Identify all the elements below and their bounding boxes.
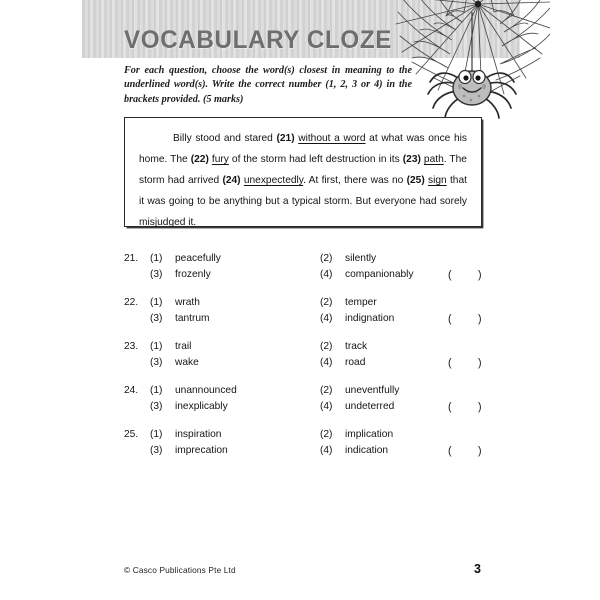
answer-bracket-open: ( — [448, 357, 452, 369]
option-label[interactable]: inexplicably — [175, 401, 228, 412]
option-key[interactable]: (3) — [150, 401, 163, 412]
question-row — [124, 251, 496, 267]
option-label[interactable]: tantrum — [175, 313, 210, 324]
option-label[interactable]: frozenly — [175, 269, 211, 280]
question-row — [124, 399, 496, 415]
option-label[interactable]: wake — [175, 357, 199, 368]
question-row — [124, 427, 496, 443]
option-label[interactable]: silently — [345, 253, 377, 264]
passage-blank-number: (22) — [190, 153, 209, 165]
question-block — [124, 251, 496, 283]
option-key[interactable]: (4) — [320, 401, 333, 412]
passage-blank-number: (24) — [222, 174, 241, 186]
passage-underlined-word: without a word — [298, 133, 366, 144]
answer-bracket-close: ) — [478, 401, 482, 413]
option-label[interactable]: inspiration — [175, 429, 222, 440]
passage-underlined-word: fury — [211, 153, 229, 165]
option-key[interactable]: (4) — [320, 313, 333, 324]
option-key[interactable]: (2) — [320, 297, 333, 308]
option-key[interactable]: (4) — [320, 269, 333, 280]
answer-bracket-open: ( — [448, 313, 452, 325]
option-key[interactable]: (4) — [320, 445, 333, 456]
option-key[interactable]: (2) — [320, 429, 333, 440]
question-row — [124, 355, 496, 371]
question-row — [124, 339, 496, 355]
question-row — [124, 443, 496, 459]
question-number: 22. — [124, 297, 139, 308]
option-key[interactable]: (1) — [150, 341, 163, 352]
option-label[interactable]: peacefully — [175, 253, 221, 264]
passage-span: Billy stood and stared — [173, 133, 277, 144]
passage-span: that it was going to be anything but a typical storm. But everyone had sorely misjudged it. — [139, 174, 467, 228]
answer-bracket-open: ( — [448, 401, 452, 413]
question-number: 24. — [124, 385, 139, 396]
page-title: VOCABULARY CLOZE — [124, 26, 392, 54]
option-label[interactable]: indication — [345, 445, 389, 456]
passage-underlined-word: path — [423, 153, 444, 165]
option-label[interactable]: implication — [345, 429, 394, 440]
option-label[interactable]: track — [345, 341, 368, 352]
answer-bracket-close: ) — [478, 313, 482, 325]
answer-bracket-open: ( — [448, 445, 452, 457]
option-key[interactable]: (1) — [150, 253, 163, 264]
option-key[interactable]: (3) — [150, 313, 163, 324]
question-block — [124, 427, 496, 459]
option-key[interactable]: (2) — [320, 341, 333, 352]
option-label[interactable]: wrath — [175, 297, 200, 308]
passage-blank-number: (23) — [402, 153, 421, 165]
option-label[interactable]: imprecation — [175, 445, 228, 456]
option-label[interactable]: unannounced — [175, 385, 237, 396]
question-block — [124, 295, 496, 327]
option-key[interactable]: (3) — [150, 269, 163, 280]
question-row — [124, 311, 496, 327]
question-number: 23. — [124, 341, 139, 352]
passage-box — [124, 117, 482, 227]
option-key[interactable]: (3) — [150, 357, 163, 368]
passage-blank-number: (21) — [276, 133, 295, 144]
question-block — [124, 383, 496, 415]
question-number: 21. — [124, 253, 139, 264]
passage-span: of the storm had left destruction in its — [228, 153, 403, 165]
option-key[interactable]: (2) — [320, 385, 333, 396]
answer-bracket-close: ) — [478, 445, 482, 457]
passage-blank-number: (25) — [406, 174, 425, 186]
questions-list — [124, 251, 496, 471]
passage-text — [125, 118, 481, 244]
option-key[interactable]: (1) — [150, 385, 163, 396]
option-label[interactable]: temper — [345, 297, 377, 308]
passage-span: . At first, there was no — [303, 174, 407, 186]
question-row — [124, 383, 496, 399]
passage-span: at what was once his home. The — [139, 133, 467, 165]
answer-bracket-close: ) — [478, 357, 482, 369]
option-label[interactable]: indignation — [345, 313, 395, 324]
option-label[interactable]: trail — [175, 341, 192, 352]
passage-underlined-word: unexpectedly — [243, 174, 304, 186]
option-key[interactable]: (1) — [150, 429, 163, 440]
option-key[interactable]: (3) — [150, 445, 163, 456]
question-row — [124, 267, 496, 283]
option-key[interactable]: (4) — [320, 357, 333, 368]
answer-bracket-open: ( — [448, 269, 452, 281]
question-block — [124, 339, 496, 371]
footer-copyright: © Casco Publications Pte Ltd — [124, 565, 236, 575]
option-label[interactable]: road — [345, 357, 366, 368]
instructions-text: For each question, choose the word(s) closest in meaning to the underlined word(s). Write the correct number (1, 2, 3 or 4) in the brackets provided. (5 marks) — [124, 65, 412, 105]
option-key[interactable]: (2) — [320, 253, 333, 264]
option-label[interactable]: undeterred — [345, 401, 395, 412]
footer-page-number: 3 — [474, 562, 481, 576]
option-label[interactable]: uneventfully — [345, 385, 400, 396]
option-key[interactable]: (1) — [150, 297, 163, 308]
passage-underlined-word: sign — [428, 174, 447, 186]
answer-bracket-close: ) — [478, 269, 482, 281]
option-label[interactable]: companionably — [345, 269, 414, 280]
passage-span: . The storm had arrived — [139, 153, 467, 186]
question-row — [124, 295, 496, 311]
question-number: 25. — [124, 429, 139, 440]
